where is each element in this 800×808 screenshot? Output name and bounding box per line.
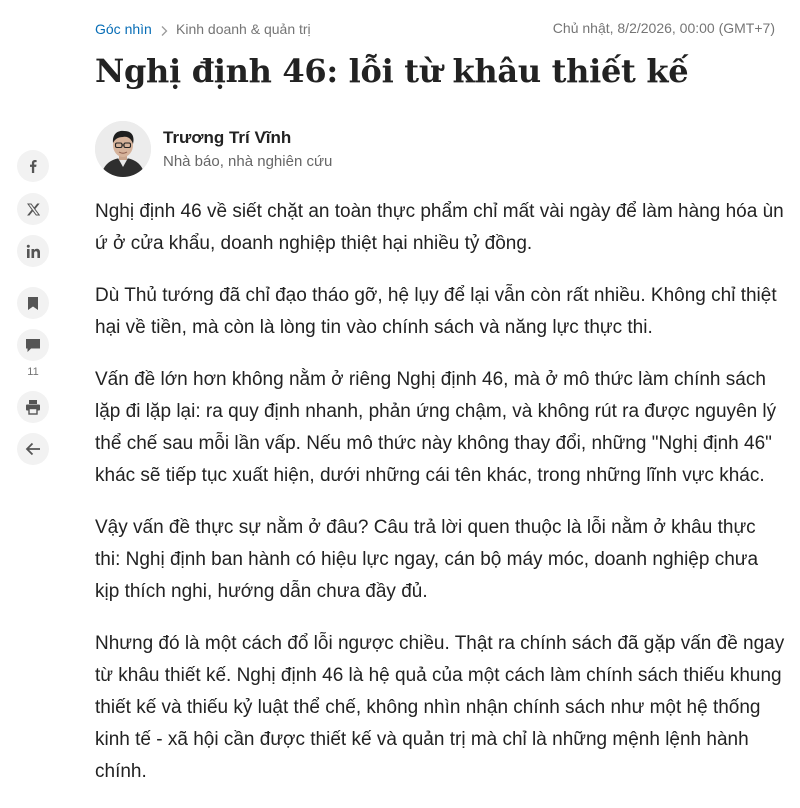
author-photo-icon (95, 121, 151, 177)
article-paragraph: Nghị định 46 về siết chặt an toàn thực phẩm chỉ mất vài ngày để làm hàng hóa ùn ứ ở cửa khẩu, doanh nghiệp thiệt hại nhiều tỷ đồng. (95, 201, 784, 254)
print-button[interactable] (17, 391, 49, 423)
comment-button[interactable] (17, 329, 49, 361)
article-title: Nghị định 46: lỗi từ khâu thiết kế (95, 52, 689, 90)
bookmark-icon (27, 296, 39, 311)
article-paragraph: Vậy vấn đề thực sự nằm ở đâu? Câu trả lời quen thuộc là lỗi nằm ở khâu thực thi: Nghị định ban hành có hiệu lực ngay, cán bộ máy móc, doanh nghiệp chưa kịp thích nghi, hướng dẫn chưa đầy đủ. (95, 517, 759, 602)
article-paragraph: Vấn đề lớn hơn không nằm ở riêng Nghị định 46, mà ở mô thức làm chính sách lặp đi lặp lại: ra quy định nhanh, phản ứng chậm, và không rút ra được nguyên lý thể chế sau mỗi lần vấp. Nếu mô thức này không thay đổi, những "Nghị định 46" khác sẽ tiếp tục xuất hiện, dưới những cái tên khác, trong những lĩnh vực khác. (95, 369, 777, 486)
share-linkedin-button[interactable] (17, 235, 49, 267)
linkedin-icon (26, 244, 41, 259)
facebook-icon (26, 159, 40, 173)
share-x-button[interactable] (17, 193, 49, 225)
author-block (95, 121, 495, 181)
back-button[interactable] (17, 433, 49, 465)
comment-icon (25, 338, 41, 353)
top-bar (95, 19, 775, 41)
share-facebook-button[interactable] (17, 150, 49, 182)
x-icon (27, 203, 40, 216)
article-body (95, 196, 785, 808)
author-role: Nhà báo, nhà nghiên cứu (163, 153, 333, 170)
author-avatar[interactable] (95, 121, 151, 177)
chevron-right-icon (158, 25, 170, 37)
print-icon (25, 399, 41, 415)
bookmark-button[interactable] (17, 287, 49, 319)
comment-count: 11 (27, 366, 39, 378)
back-arrow-icon (25, 442, 41, 456)
publish-date: Chủ nhật, 8/2/2026, 00:00 (GMT+7) (552, 20, 775, 36)
article-paragraph: Nhưng đó là một cách đổ lỗi ngược chiều. Thật ra chính sách đã gặp vấn đề ngay từ khâu thiết kế. Nghị định 46 là hệ quả của một cách làm chính sách thiếu khung thiết kế và thiếu kỷ luật thể chế, không nhìn nhận chính sách như một hệ thống kinh tế - xã hội cần được thiết kế và quản trị mà chỉ là những mệnh lệnh hành chính. (95, 633, 785, 782)
article-paragraph: Dù Thủ tướng đã chỉ đạo tháo gỡ, hệ lụy để lại vẫn còn rất nhiều. Không chỉ thiệt hại về tiền, mà còn là lòng tin vào chính sách và năng lực thực thi. (95, 285, 777, 338)
breadcrumb-category-link[interactable]: Kinh doanh & quản trị (176, 21, 311, 37)
breadcrumb-section-link[interactable]: Góc nhìn (95, 21, 152, 37)
author-name[interactable]: Trương Trí Vĩnh (163, 128, 292, 147)
